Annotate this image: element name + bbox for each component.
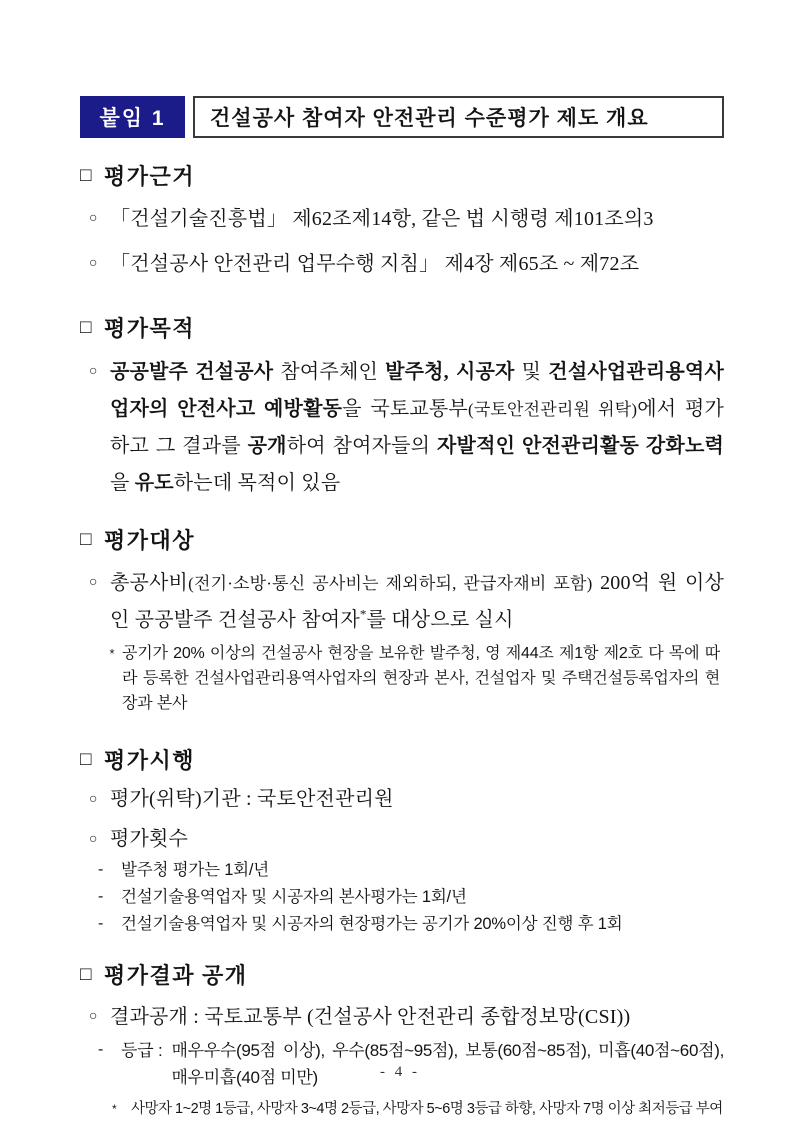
text-run: 공개 — [247, 435, 287, 457]
circle-bullet-icon: ○ — [89, 575, 98, 590]
text-run: 유도 — [134, 472, 174, 494]
dash-bullet-icon: - — [98, 1041, 104, 1058]
circle-bullet-icon: ○ — [89, 832, 98, 847]
text-run: 200억 원 이상인 공공발주 건설공사 참여자 — [110, 572, 724, 631]
list-item — [80, 783, 724, 816]
section-evaluation-execution — [80, 746, 724, 937]
asterisk-icon: * — [109, 646, 115, 661]
square-bullet-icon: □ — [80, 529, 93, 550]
section-evaluation-basis — [80, 162, 724, 282]
document-content — [80, 0, 724, 1120]
text-run: 공공발주 건설공사 — [110, 361, 274, 383]
text-run: 발주청, 시공자 — [385, 361, 515, 383]
asterisk-icon: * — [112, 1102, 117, 1116]
section-heading-label: 평가결과 공개 — [103, 963, 248, 988]
section-heading — [80, 746, 724, 776]
square-bullet-icon: □ — [80, 964, 93, 985]
square-bullet-icon: □ — [80, 165, 93, 186]
dash-bullet-icon: - — [98, 861, 104, 878]
footnote-text: 공기가 20% 이상의 건설공사 현장을 보유한 발주청, 영 제44조 제1항 제2호 다 목에 따라 등록한 건설사업관리용역사업자의 현장과 본사, 건설업자 및 주택건설등록업자의 현장과 본사 — [122, 645, 720, 712]
text-run: 을 — [110, 472, 135, 494]
circle-bullet-icon: ○ — [89, 1009, 98, 1024]
section-heading — [80, 526, 724, 556]
purpose-paragraph — [110, 354, 724, 502]
text-run: 을 국토교통부 — [342, 398, 468, 420]
sub-list-item-text: 발주청 평가는 1회/년 — [121, 861, 270, 879]
footnote — [80, 1098, 724, 1120]
footnote-text: 사망자 1~2명 1등급, 사망자 3~4명 2등급, 사망자 5~6명 3등급 하향, 사망자 7명 이상 최저등급 부여 — [131, 1101, 723, 1117]
section-heading-label: 평가시행 — [103, 748, 195, 773]
square-bullet-icon: □ — [80, 317, 93, 338]
text-run: 를 대상으로 실시 — [366, 609, 514, 631]
page-title: 건설공사 참여자 안전관리 수준평가 제도 개요 — [193, 96, 724, 138]
list-item-text: 결과공개 : 국토교통부 (건설공사 안전관리 종합정보망(CSI)) — [110, 1006, 631, 1028]
section-heading — [80, 961, 724, 991]
text-run: 에서 평가하고 그 결과를 — [110, 398, 725, 457]
sub-list-item — [80, 884, 724, 910]
text-run-small: (전기·소방·통신 공사비는 제외하되, 관급자재비 포함) — [188, 574, 593, 593]
circle-bullet-icon: ○ — [89, 364, 98, 379]
sub-list-item — [80, 857, 724, 883]
attachment-badge: 붙임 1 — [80, 96, 185, 138]
section-heading-label: 평가대상 — [103, 528, 195, 553]
text-run: 및 — [514, 361, 549, 383]
page-number: - 4 - — [380, 1064, 420, 1080]
circle-bullet-icon: ○ — [89, 211, 98, 226]
text-run-small: (국토안전관리원 위탁) — [467, 400, 638, 419]
section-evaluation-purpose — [80, 314, 724, 502]
section-heading — [80, 162, 724, 192]
section-heading — [80, 314, 724, 344]
grade-text: 매우우수(95점 이상), 우수(85점~95점), 보통(60점~85점), 미흡(40점~60점), 매우미흡(40점 미만) — [171, 1041, 724, 1087]
circle-bullet-icon: ○ — [89, 256, 98, 271]
section-heading-label: 평가목적 — [103, 316, 195, 341]
list-item — [80, 1000, 724, 1034]
text-run: 참여주체인 — [273, 361, 386, 383]
footnote-marker: * — [359, 606, 367, 622]
list-item — [80, 246, 724, 282]
list-item-text: 평가횟수 — [110, 828, 189, 850]
dash-bullet-icon: - — [98, 888, 104, 905]
document-header — [80, 96, 724, 138]
list-item-text: 「건설기술진흥법」 제62조제14항, 같은 법 시행령 제101조의3 — [110, 208, 654, 230]
list-item-text: 평가(위탁)기관 : 국토안전관리원 — [110, 788, 394, 810]
section-heading-label: 평가근거 — [103, 164, 195, 189]
section-result-disclosure — [80, 961, 724, 1120]
text-run: 총공사비 — [110, 572, 189, 594]
square-bullet-icon: □ — [80, 749, 93, 770]
sub-list-item-text: 건설기술용역업자 및 시공자의 본사평가는 1회/년 — [121, 888, 467, 906]
section-evaluation-target — [80, 526, 724, 716]
list-item — [80, 201, 724, 237]
list-item — [80, 565, 724, 638]
dash-bullet-icon: - — [98, 915, 104, 932]
sub-list-item-text: 건설기술용역업자 및 시공자의 현장평가는 공기가 20%이상 진행 후 1회 — [121, 915, 623, 933]
footnote — [80, 641, 724, 716]
circle-bullet-icon: ○ — [89, 792, 98, 807]
text-run: 하여 참여자들의 — [286, 435, 438, 457]
text-run: 하는데 목적이 있음 — [173, 472, 341, 494]
sub-list-item — [80, 911, 724, 937]
grade-label: 등급 : — [121, 1041, 163, 1060]
list-item-text: 「건설공사 안전관리 업무수행 지침」 제4장 제65조 ~ 제72조 — [110, 253, 640, 275]
list-item — [80, 823, 724, 856]
list-item — [80, 354, 724, 502]
text-run: 자발적인 안전관리활동 강화노력 — [437, 435, 724, 457]
target-text — [110, 565, 724, 638]
text-run: 건설사업관리용역사업자의 안전사고 예방활동 — [110, 361, 724, 420]
